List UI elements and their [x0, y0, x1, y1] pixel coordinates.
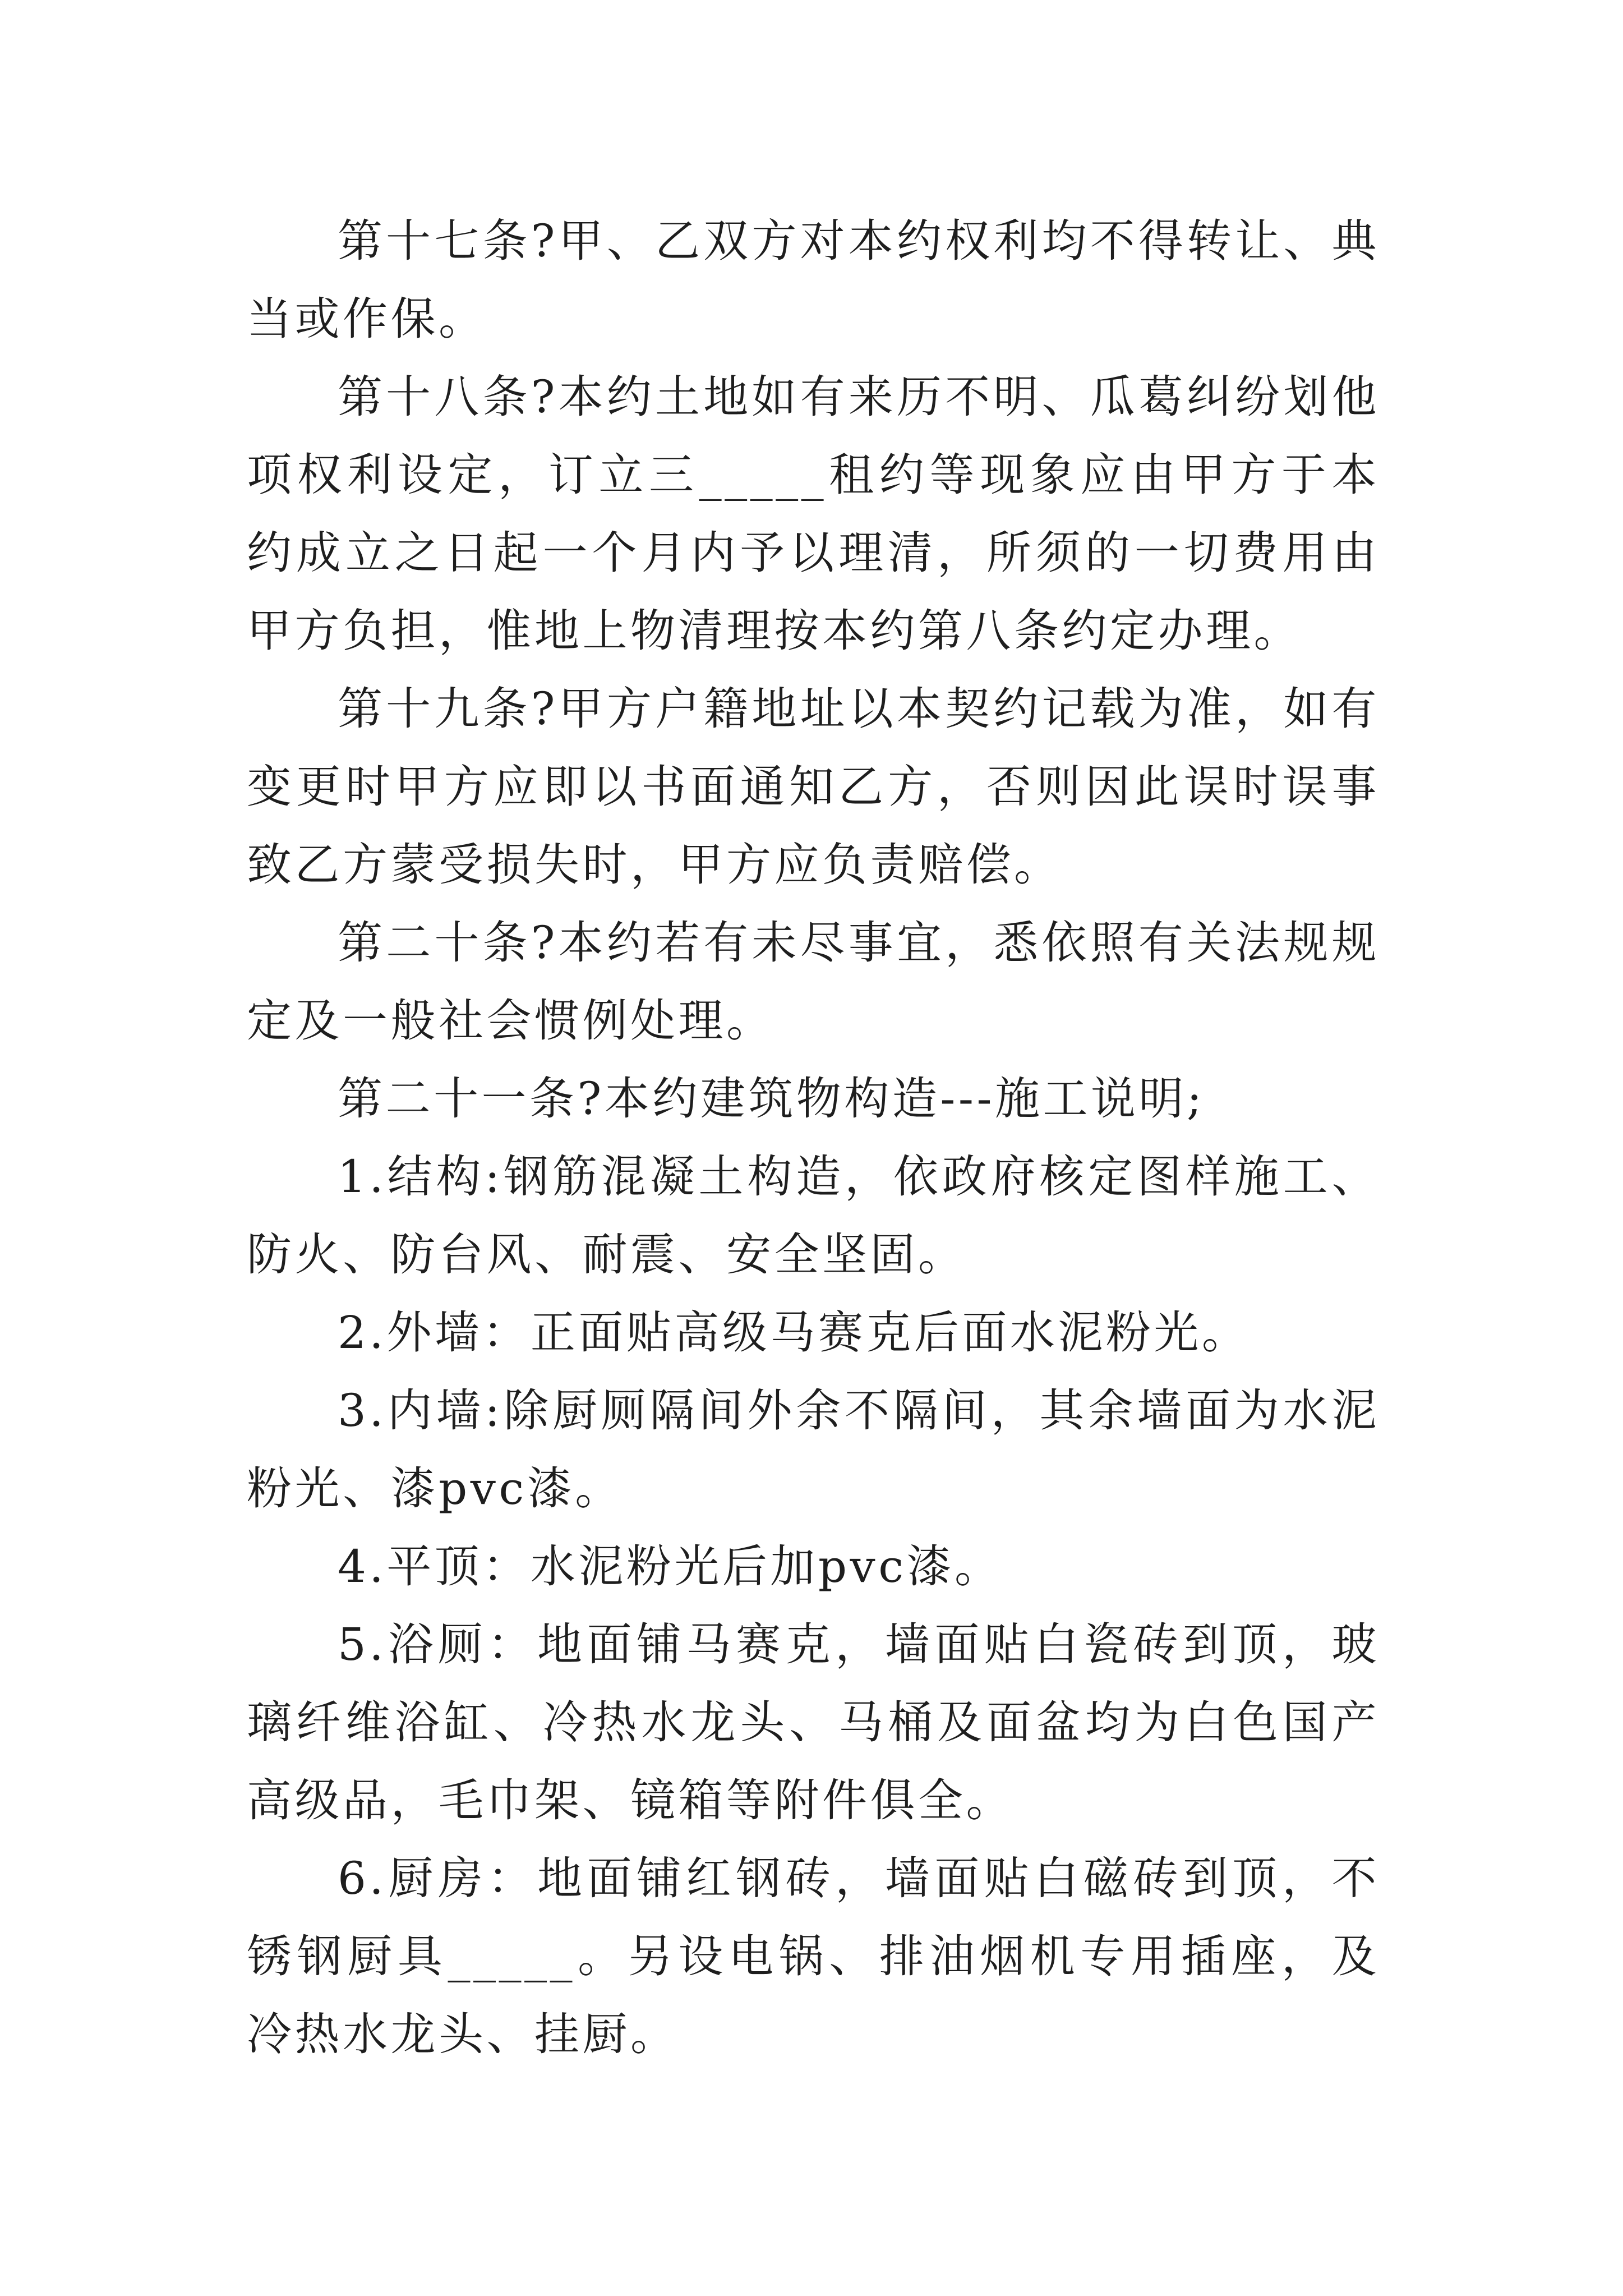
paragraph-item-structure: 1.结构:钢筋混凝土构造，依政府核定图样施工、防火、防台风、耐震、安全坚固。 [247, 1151, 1380, 1281]
document-body [247, 202, 1380, 2073]
paragraph-item-exterior-wall: 2.外墙：正面贴高级马赛克后面水泥粉光。 [338, 1306, 1250, 1359]
paragraph-item-kitchen: 6.厨房：地面铺红钢砖，墙面贴白磁砖到顶，不锈钢厨具_____。另设电锅、排油烟机专用插座，及冷热水龙头、挂厨。 [247, 1852, 1380, 2060]
paragraph-article-17: 第十七条?甲、乙双方对本约权利均不得转让、典当或作保。 [247, 215, 1380, 345]
paragraph-item-ceiling: 4.平顶：水泥粉光后加pvc漆。 [338, 1540, 1003, 1593]
paragraph-article-18: 第十八条?本约土地如有来历不明、瓜葛纠纷划他项权利设定，订立三_____租约等现象应由甲方于本约成立之日起一个月内予以理清，所须的一切费用由甲方负担，惟地上物清理按本约第八条约定办理。 [247, 371, 1380, 657]
paragraph-article-19: 第十九条?甲方户籍地址以本契约记载为准，如有变更时甲方应即以书面通知乙方，否则因此误时误事致乙方蒙受损失时，甲方应负责赔偿。 [247, 683, 1380, 891]
paragraph-item-interior-wall: 3.内墙:除厨厕隔间外余不隔间，其余墙面为水泥粉光、漆pvc漆。 [247, 1384, 1380, 1515]
paragraph-article-20: 第二十条?本约若有未尽事宜，悉依照有关法规规定及一般社会惯例处理。 [247, 917, 1380, 1047]
paragraph-item-bathroom: 5.浴厕：地面铺马赛克，墙面贴白瓷砖到顶，玻璃纤维浴缸、冷热水龙头、马桶及面盆均为白色国产高级品，毛巾架、镜箱等附件俱全。 [247, 1618, 1380, 1826]
paragraph-article-21: 第二十一条?本约建筑物构造---施工说明; [338, 1073, 1205, 1125]
